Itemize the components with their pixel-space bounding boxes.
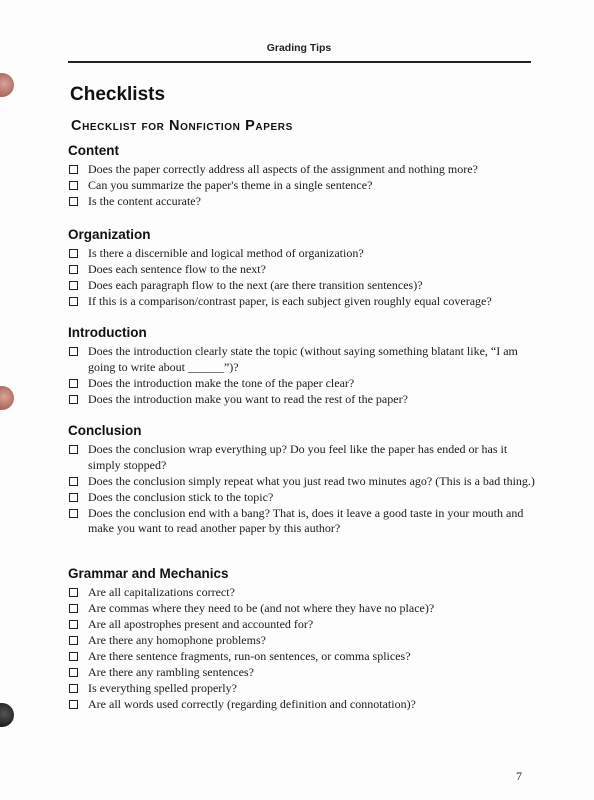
binder-hole-icon xyxy=(0,703,14,727)
checklist-item: Does the conclusion end with a bang? That is, does it leave a good taste in your mouth and make you want to read another paper by this author? xyxy=(66,506,536,537)
checklist-item: Does the introduction clearly state the topic (without saying something blatant like, “I am going to write about ______”)? xyxy=(66,344,536,375)
binder-hole-icon xyxy=(0,73,14,97)
checklist-item: If this is a comparison/contrast paper, is each subject given roughly equal coverage? xyxy=(66,294,536,310)
checklist-item: Is the content accurate? xyxy=(66,194,536,210)
checkbox-icon xyxy=(69,493,78,502)
header-rule xyxy=(68,61,531,63)
section-grammar-and-mechanics xyxy=(66,566,536,713)
checklist-item: Are commas where they need to be (and not where they have no place)? xyxy=(66,601,536,617)
checkbox-icon xyxy=(69,395,78,404)
checkbox-icon xyxy=(69,604,78,613)
checklist-item: Does the conclusion wrap everything up? Do you feel like the paper has ended or has it simply stopped? xyxy=(66,442,536,473)
checkbox-icon xyxy=(69,700,78,709)
checkbox-icon xyxy=(69,445,78,454)
checklist-item: Does the paper correctly address all aspects of the assignment and nothing more? xyxy=(66,162,536,178)
checkbox-icon xyxy=(69,197,78,206)
checklist-item: Does each sentence flow to the next? xyxy=(66,262,536,278)
section-heading: Content xyxy=(68,143,119,158)
checklist-item: Can you summarize the paper's theme in a single sentence? xyxy=(66,178,536,194)
checkbox-icon xyxy=(69,620,78,629)
checkbox-icon xyxy=(69,668,78,677)
section-content xyxy=(66,143,536,210)
checkbox-icon xyxy=(69,477,78,486)
section-heading: Organization xyxy=(68,227,151,242)
running-header: Grading Tips xyxy=(266,42,332,54)
section-introduction xyxy=(66,325,536,408)
section-heading: Grammar and Mechanics xyxy=(68,566,229,581)
checklist-item: Is everything spelled properly? xyxy=(66,681,536,697)
section-heading: Conclusion xyxy=(68,423,142,438)
checkbox-icon xyxy=(69,684,78,693)
page-subtitle: Checklist for Nonfiction Papers xyxy=(71,118,293,134)
checkbox-icon xyxy=(69,588,78,597)
page-title: Checklists xyxy=(70,84,166,105)
checkbox-icon xyxy=(69,249,78,258)
checkbox-icon xyxy=(69,265,78,274)
checkbox-icon xyxy=(69,347,78,356)
checklist-item: Are there any rambling sentences? xyxy=(66,665,536,681)
checklist-item: Are all words used correctly (regarding definition and connotation)? xyxy=(66,697,536,713)
checklist-item: Are there sentence fragments, run-on sentences, or comma splices? xyxy=(66,649,536,665)
page-number: 7 xyxy=(516,769,522,783)
checkbox-icon xyxy=(69,281,78,290)
checklist-item: Does the introduction make the tone of the paper clear? xyxy=(66,376,536,392)
checkbox-icon xyxy=(69,297,78,306)
checkbox-icon xyxy=(69,181,78,190)
checkbox-icon xyxy=(69,636,78,645)
checklist-item: Are there any homophone problems? xyxy=(66,633,536,649)
checkbox-icon xyxy=(69,379,78,388)
checkbox-icon xyxy=(69,509,78,518)
checklist-item: Does the introduction make you want to read the rest of the paper? xyxy=(66,392,536,408)
checklist-item: Are all capitalizations correct? xyxy=(66,585,536,601)
binder-hole-icon xyxy=(0,386,14,410)
checklist-item: Does the conclusion stick to the topic? xyxy=(66,490,536,506)
checklist-item: Does each paragraph flow to the next (are there transition sentences)? xyxy=(66,278,536,294)
checklist-item: Does the conclusion simply repeat what you just read two minutes ago? (This is a bad thing.) xyxy=(66,474,536,490)
checkbox-icon xyxy=(69,165,78,174)
checklist-item: Are all apostrophes present and accounted for? xyxy=(66,617,536,633)
checklist-item: Is there a discernible and logical method of organization? xyxy=(66,246,536,262)
section-organization xyxy=(66,227,536,310)
section-heading: Introduction xyxy=(68,325,147,340)
checkbox-icon xyxy=(69,652,78,661)
section-conclusion xyxy=(66,423,536,537)
